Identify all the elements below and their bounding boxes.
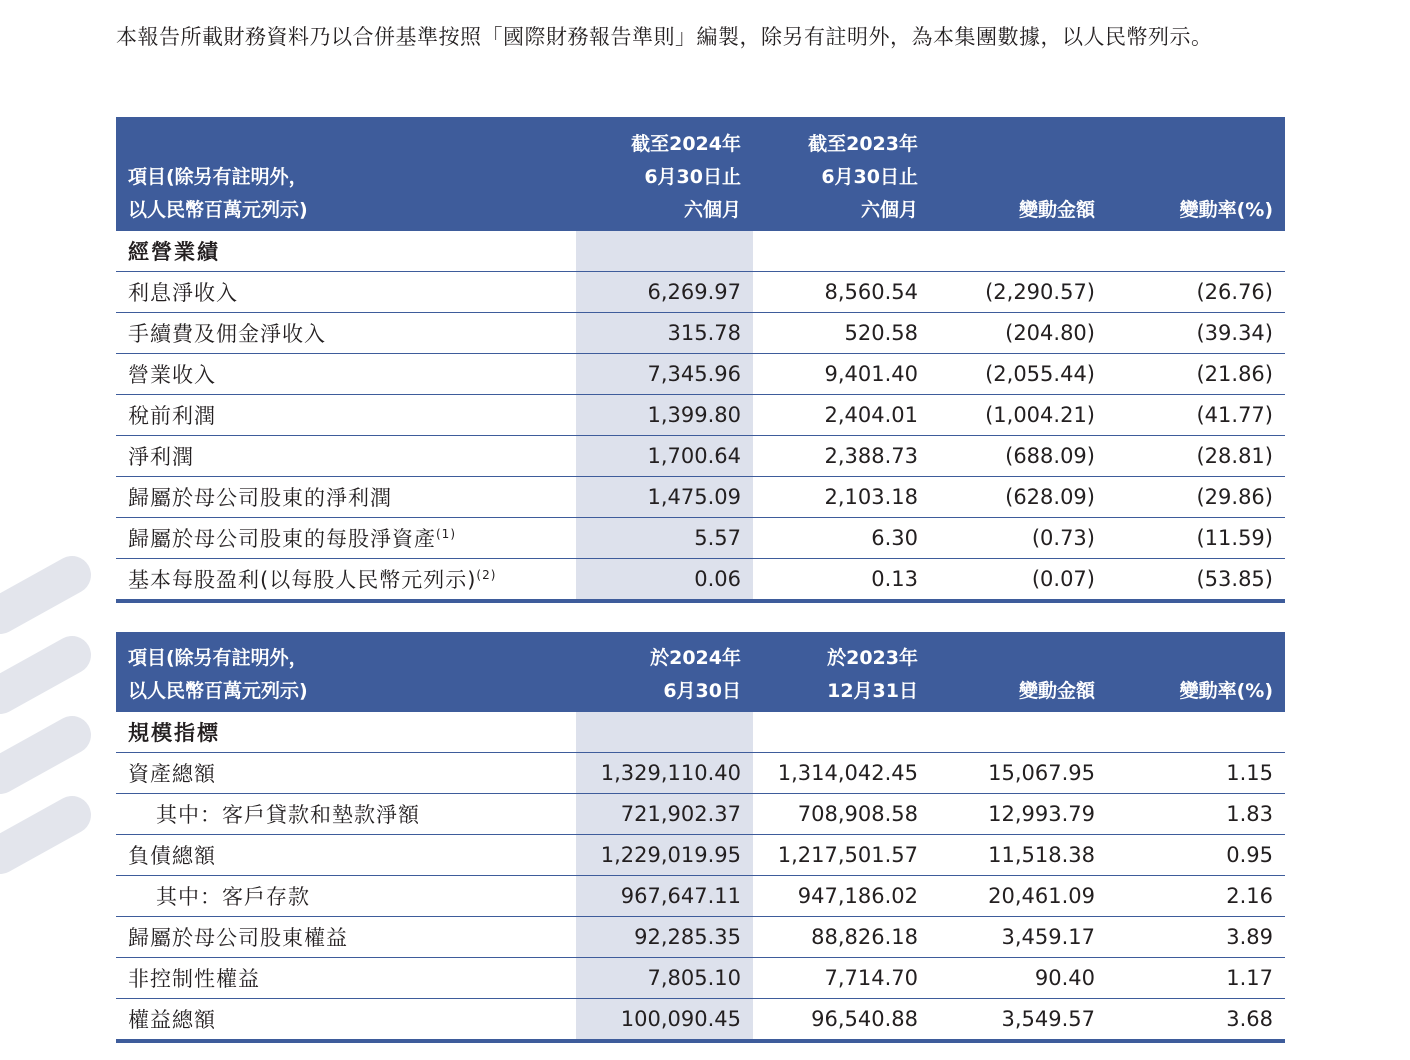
header-change-amount: 變動金額 (930, 117, 1107, 231)
prior-value: 1,314,042.45 (753, 753, 930, 794)
row-label: 手續費及佣金淨收入 (116, 313, 576, 354)
row-label: 利息淨收入 (116, 272, 576, 313)
current-value: 967,647.11 (576, 876, 753, 917)
row-label: 淨利潤 (116, 436, 576, 477)
change-rate: (29.86) (1107, 477, 1285, 518)
row-label: 歸屬於母公司股東權益 (116, 917, 576, 958)
table-row (116, 999, 1285, 1042)
table-row (116, 436, 1285, 477)
change-amount: (0.73) (930, 518, 1107, 559)
change-amount: 15,067.95 (930, 753, 1107, 794)
change-amount: 11,518.38 (930, 835, 1107, 876)
prior-value: 88,826.18 (753, 917, 930, 958)
table-row (116, 477, 1285, 518)
change-amount: 3,549.57 (930, 999, 1107, 1042)
change-amount: 3,459.17 (930, 917, 1107, 958)
current-value: 315.78 (576, 313, 753, 354)
current-value: 6,269.97 (576, 272, 753, 313)
header-prior-period: 截至2023年 6月30日止 六個月 (753, 117, 930, 231)
prior-value: 96,540.88 (753, 999, 930, 1042)
row-label: 其中：客戶貸款和墊款淨額 (116, 794, 576, 835)
change-amount: 20,461.09 (930, 876, 1107, 917)
row-label: 資產總額 (116, 753, 576, 794)
table-header (116, 117, 1285, 231)
header-item-label: 項目(除另有註明外， 以人民幣百萬元列示) (116, 117, 576, 231)
change-amount: (204.80) (930, 313, 1107, 354)
change-rate: (28.81) (1107, 436, 1285, 477)
change-rate: 3.89 (1107, 917, 1285, 958)
current-value: 7,345.96 (576, 354, 753, 395)
row-label: 歸屬於母公司股東的淨利潤 (116, 477, 576, 518)
section-title: 規模指標 (116, 712, 576, 753)
change-amount: (2,055.44) (930, 354, 1107, 395)
footnote-marker: (1) (436, 527, 456, 541)
row-label: 基本每股盈利(以每股人民幣元列示)$^{(2)}$ (116, 559, 576, 602)
table-header (116, 632, 1285, 712)
table-row (116, 272, 1285, 313)
section-row (116, 231, 1285, 272)
change-rate: 1.17 (1107, 958, 1285, 999)
table-row (116, 835, 1285, 876)
prior-value: 2,103.18 (753, 477, 930, 518)
table-row (116, 876, 1285, 917)
prior-value: 7,714.70 (753, 958, 930, 999)
current-value: 7,805.10 (576, 958, 753, 999)
table-row (116, 917, 1285, 958)
current-value: 721,902.37 (576, 794, 753, 835)
header-prior-date: 於2023年 12月31日 (753, 632, 930, 712)
current-value: 1,475.09 (576, 477, 753, 518)
change-rate: (21.86) (1107, 354, 1285, 395)
table-row (116, 518, 1285, 559)
header-change-rate: 變動率(%) (1107, 632, 1285, 712)
change-amount: 90.40 (930, 958, 1107, 999)
operating-results-table (116, 117, 1285, 603)
prior-value: 6.30 (753, 518, 930, 559)
current-value: 1,700.64 (576, 436, 753, 477)
header-current-date: 於2024年 6月30日 (576, 632, 753, 712)
current-value: 100,090.45 (576, 999, 753, 1042)
prior-value: 1,217,501.57 (753, 835, 930, 876)
row-label: 營業收入 (116, 354, 576, 395)
change-rate: 1.15 (1107, 753, 1285, 794)
prior-value: 708,908.58 (753, 794, 930, 835)
section-title: 經營業績 (116, 231, 576, 272)
change-amount: (1,004.21) (930, 395, 1107, 436)
intro-paragraph: 本報告所載財務資料乃以合併基準按照「國際財務報告準則」編製，除另有註明外，為本集團數據，以人民幣列示。 (116, 25, 1213, 49)
prior-value: 2,388.73 (753, 436, 930, 477)
table-row (116, 559, 1285, 602)
current-value: 92,285.35 (576, 917, 753, 958)
table-row (116, 958, 1285, 999)
change-rate: 2.16 (1107, 876, 1285, 917)
change-amount: 12,993.79 (930, 794, 1107, 835)
row-label: 稅前利潤 (116, 395, 576, 436)
row-label: 非控制性權益 (116, 958, 576, 999)
change-rate: (26.76) (1107, 272, 1285, 313)
current-value: 0.06 (576, 559, 753, 602)
change-amount: (628.09) (930, 477, 1107, 518)
change-rate: (41.77) (1107, 395, 1285, 436)
current-value: 1,399.80 (576, 395, 753, 436)
table-row (116, 753, 1285, 794)
section-row (116, 712, 1285, 753)
table-row (116, 313, 1285, 354)
change-rate: 0.95 (1107, 835, 1285, 876)
change-rate: (11.59) (1107, 518, 1285, 559)
change-rate: 1.83 (1107, 794, 1285, 835)
change-rate: 3.68 (1107, 999, 1285, 1042)
row-label: 歸屬於母公司股東的每股淨資產$^{(1)}$ (116, 518, 576, 559)
table-row (116, 794, 1285, 835)
change-amount: (688.09) (930, 436, 1107, 477)
decorative-stripes (0, 530, 110, 900)
change-rate: (39.34) (1107, 313, 1285, 354)
header-change-amount: 變動金額 (930, 632, 1107, 712)
header-item-label: 項目(除另有註明外， 以人民幣百萬元列示) (116, 632, 576, 712)
change-amount: (2,290.57) (930, 272, 1107, 313)
table-row (116, 354, 1285, 395)
row-label: 負債總額 (116, 835, 576, 876)
change-amount: (0.07) (930, 559, 1107, 602)
prior-value: 0.13 (753, 559, 930, 602)
scale-indicators-table (116, 632, 1285, 1043)
prior-value: 9,401.40 (753, 354, 930, 395)
row-label: 其中：客戶存款 (116, 876, 576, 917)
prior-value: 2,404.01 (753, 395, 930, 436)
header-change-rate: 變動率(%) (1107, 117, 1285, 231)
prior-value: 8,560.54 (753, 272, 930, 313)
footnote-marker: (2) (476, 568, 497, 582)
row-label: 權益總額 (116, 999, 576, 1042)
prior-value: 947,186.02 (753, 876, 930, 917)
current-value: 5.57 (576, 518, 753, 559)
table-row (116, 395, 1285, 436)
current-value: 1,229,019.95 (576, 835, 753, 876)
header-current-period: 截至2024年 6月30日止 六個月 (576, 117, 753, 231)
current-value: 1,329,110.40 (576, 753, 753, 794)
prior-value: 520.58 (753, 313, 930, 354)
change-rate: (53.85) (1107, 559, 1285, 602)
